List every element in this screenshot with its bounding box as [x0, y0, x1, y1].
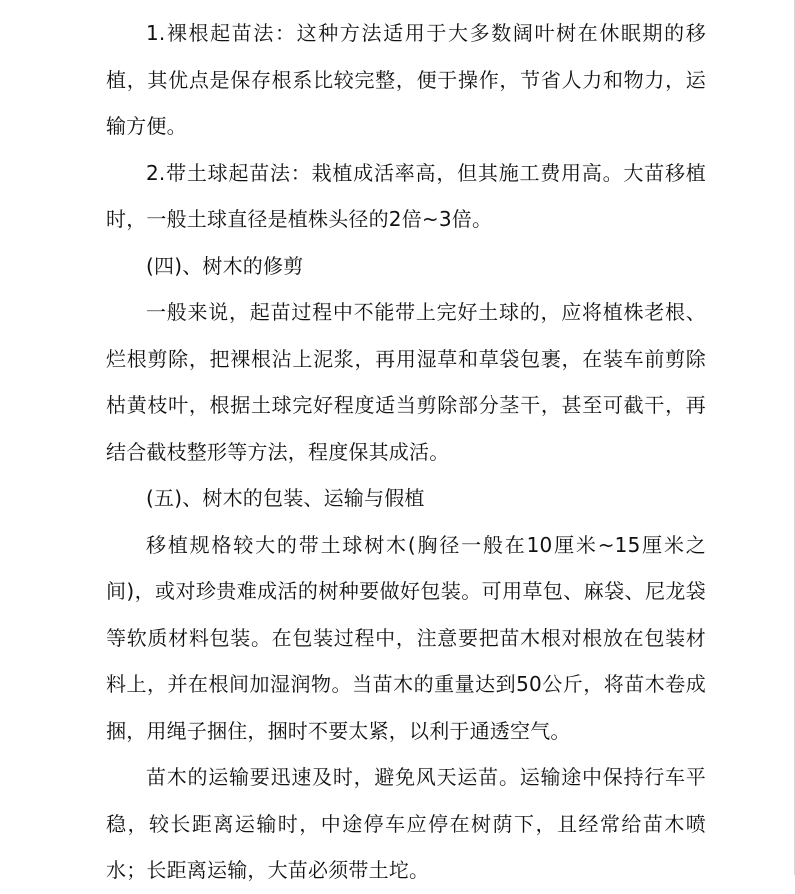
section-heading-pruning: (四)、树木的修剪 [146, 253, 304, 278]
paragraph-bare-root-method: 1.裸根起苗法：这种方法适用于大多数阔叶树在休眠期的移植，其优点是保存根系比较完整，便于操作，节省人力和物力，运输方便。 [106, 21, 706, 138]
paragraph-pruning: 一般来说，起苗过程中不能带上完好土球的，应将植株老根、烂根剪除，把裸根沾上泥浆，再用湿草和草袋包裹，在装车前剪除枯黄枝叶，根据土球完好程度适当剪除部分茎干，甚至可截干，再结合截枝整形等方法，程度保其成活。 [106, 300, 706, 464]
paragraph-soil-ball-method: 2.带土球起苗法：栽植成活率高，但其施工费用高。大苗移植时，一般土球直径是植株头径的2倍~3倍。 [106, 160, 706, 231]
section-heading-packing-transport: (五)、树木的包装、运输与假植 [146, 486, 425, 510]
paragraph-packing: 移植规格较大的带土球树木(胸径一般在10厘米~15厘米之间)，或对珍贵难成活的树种要做好包装。可用草包、麻袋、尼龙袋等软质材料包装。在包装过程中，注意要把苗木根对根放在包装材料上，并在根间加湿润物。当苗木的重量达到50公斤，将苗木卷成捆，用绳子捆住，捆时不要太紧，以利于通透空气。 [106, 532, 706, 743]
paragraph-transport: 苗木的运输要迅速及时，避免风天运苗。运输途中保持行车平稳，较长距离运输时，中途停车应停在树荫下，且经常给苗木喷水；长距离运输，大苗必须带土坨。 [106, 765, 706, 882]
document-body [106, 10, 706, 894]
